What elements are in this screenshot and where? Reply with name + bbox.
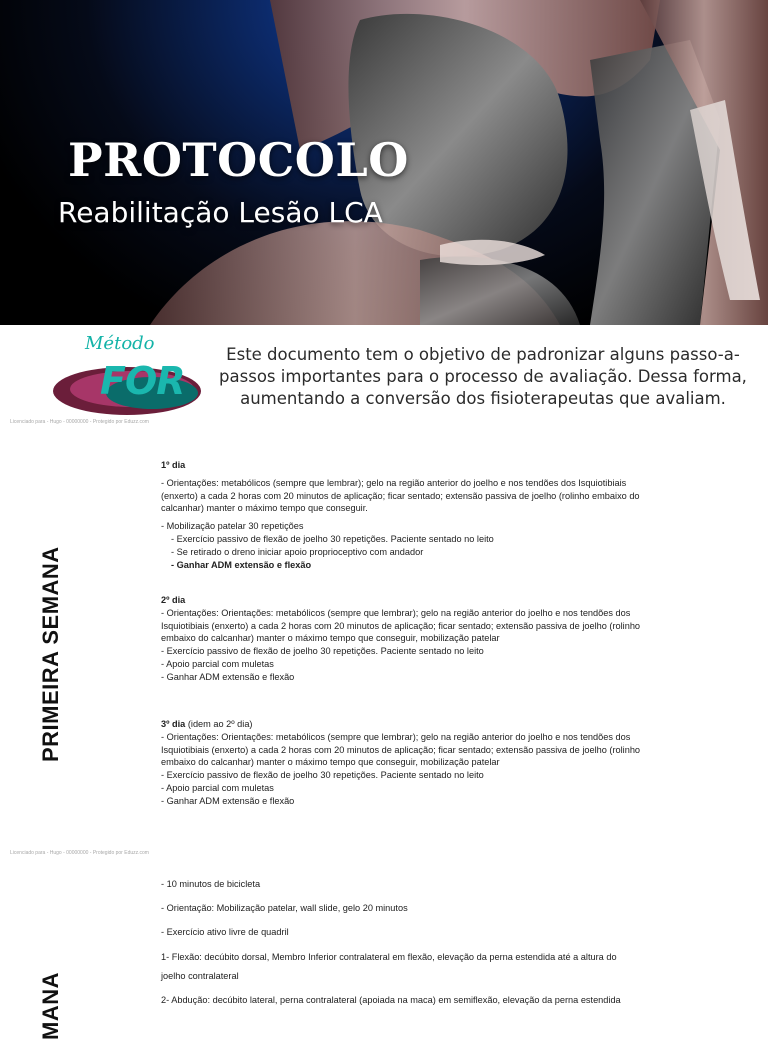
week2-line: - Orientação: Mobilização patelar, wall slide, gelo 20 minutos (161, 903, 408, 913)
day1-orientation: - Orientações: metabólicos (sempre que lembrar); gelo na região anterior do joelho e nos tendões dos Isquiotibiais (enxerto) a cada 2 horas com 20 minutos de aplicação; ficar sentado; extensão passiva de joelho (rolinho embaixo do calcanhar) manter o máximo tempo que conseguir. (161, 477, 640, 514)
day3-title-row (161, 718, 641, 731)
day3-line: - Exercício passivo de flexão de joelho 30 repetições. Paciente sentado no leito (161, 770, 484, 781)
day3-line: - Apoio parcial com muletas (161, 782, 274, 793)
day3-title-note: (idem ao 2º dia) (185, 719, 253, 729)
day3-line: - Ganhar ADM extensão e flexão (161, 795, 295, 806)
day2-block (161, 594, 641, 684)
hero-subtitle: Reabilitação Lesão LCA (58, 196, 383, 229)
week2-block (161, 878, 641, 1010)
license-watermark: Licenciado para - Hugo - 00000000 - Protegido por Eduzz.com (10, 850, 149, 856)
day2-line: - Exercício passivo de flexão de joelho 30 repetições. Paciente sentado no leito (161, 646, 484, 657)
license-watermark: Licenciado para - Hugo - 00000000 - Protegido por Eduzz.com (10, 419, 149, 425)
day3-title: 3º dia (161, 719, 186, 729)
week2-line: 2- Abdução: decúbito lateral, perna contralateral (apoiada na maca) em semiflexão, elevação da perna estendida (161, 995, 621, 1005)
day2-line: - Apoio parcial com muletas (161, 658, 274, 669)
week2-line: 1- Flexão: decúbito dorsal, Membro Inferior contralateral em flexão, elevação da perna estendida até a altura do joelho contralateral (161, 952, 617, 981)
day2-line: - Orientações: Orientações: metabólicos (sempre que lembrar); gelo na região anterior do joelho e nos tendões dos Isquiotibiais (enxerto) a cada 2 horas com 20 minutos de aplicação; ficar sentado; extensão passiva de joelho (rolinho embaixo do calcanhar) manter o máximo tempo que conseguir, mobilização patelar (161, 607, 641, 644)
week2-vertical-label: MANA (38, 972, 63, 1040)
logo-word: FOR (100, 359, 185, 403)
day3-line: - Orientações: Orientações: metabólicos (sempre que lembrar); gelo na região anterior do joelho e nos tendões dos Isquiotibiais (enxerto) a cada 2 horas com 20 minutos de aplicação; ficar sentado; extensão passiva de joelho (rolinho embaixo do calcanhar) manter o máximo tempo que conseguir, mobilização patelar (161, 731, 641, 768)
day1-item: - Ganhar ADM extensão e flexão (171, 559, 312, 570)
logo-script-text: Método (85, 333, 155, 354)
intro-paragraph: Este documento tem o objetivo de padronizar alguns passo-a-passos importantes para o processo de avaliação. Dessa forma, aumentando a conversão dos fisioterapeutas que avaliam. (219, 345, 747, 408)
day1-item: - Se retirado o dreno iniciar apoio proprioceptivo com andador (171, 546, 424, 557)
day1-title: 1º dia (161, 460, 186, 470)
day1-item: - Exercício passivo de flexão de joelho 30 repetições. Paciente sentado no leito (171, 533, 494, 544)
day3-block (161, 718, 641, 808)
hero-banner (0, 0, 768, 325)
week2-line: - 10 minutos de bicicleta (161, 879, 261, 889)
day1-item: - Mobilização patelar 30 repetições (161, 521, 304, 532)
day2-line: - Ganhar ADM extensão e flexão (161, 671, 295, 682)
day2-title: 2º dia (161, 595, 186, 605)
hero-title: PROTOCOLO (68, 133, 409, 187)
week2-line: - Exercício ativo livre de quadril (161, 927, 289, 937)
metodo-for-logo (52, 333, 202, 423)
week1-vertical-label: PRIMEIRA SEMANA (38, 546, 63, 762)
day1-block (161, 459, 641, 571)
